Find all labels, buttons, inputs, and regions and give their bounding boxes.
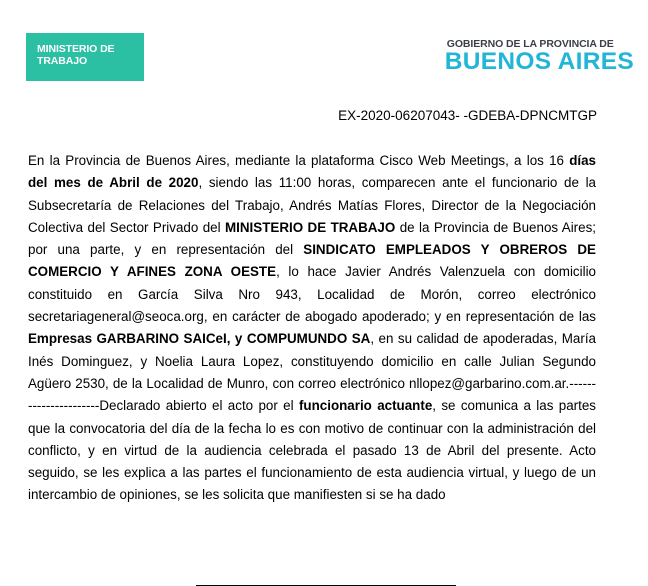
body-text-4: , lo hace Javier Andrés Valenzuela con domicilio constituido en García Silva Nro 943, Localidad de Morón, correo electrónico secretariageneral@seoca.org, en carácter de abogado apoderado; y en representación de las <box>28 264 597 325</box>
body-bold-ministry: MINISTERIO DE TRABAJO <box>225 219 396 235</box>
body-text-3: de la Provincia de Buenos Aires; por una parte, y en representación del <box>28 219 596 258</box>
expediente-number: EX-2020-06207043- -GDEBA-DPNCMTGP <box>338 108 597 123</box>
body-text-2: , siendo las 11:00 horas, comparecen ante el funcionario de la Subsecretaría de Relaciones del Trabajo, Andrés Matías Flores, Director de la Negociación Colectiva del Sector Privado del <box>28 175 596 235</box>
body-bold-official: funcionario actuante <box>298 398 433 414</box>
ministry-line-2: TRABAJO <box>37 55 88 67</box>
ministry-line-1: MINISTERIO DE <box>37 43 115 55</box>
gov-subtitle: GOBIERNO DE LA PROVINCIA DE <box>446 38 614 50</box>
gobierno-pba-logo <box>445 38 634 74</box>
body-bold-union: SINDICATO EMPLEADOS Y OBREROS DE COMERCIO Y AFINES ZONA OESTE <box>28 242 596 280</box>
body-text-1: En la Provincia de Buenos Aires, mediante la plataforma Cisco Web Meetings, a los 16 <box>28 153 570 168</box>
body-bold-companies: Empresas GARBARINO SAICeI, y COMPUMUNDO SA <box>28 331 371 347</box>
document-body <box>28 150 596 507</box>
ministerio-trabajo-logo <box>26 33 144 81</box>
body-text-5: , en su calidad de apoderadas, María Inés Dominguez, y Noelia Laura Lopez, constituyendo domicilio en calle Julian Segundo Agüero 2530, de la Localidad de Munro, con correo electrónico nllopez@garbarino.com.ar.----------------------Declarado abierto el acto por el <box>28 331 597 414</box>
body-text-6: , se comunica a las partes que la convocatoria del día de la fecha lo es con motivo de continuar con la administración del conflicto, y en virtud de la audiencia celebrada el pasado 13 de Abril del presente. Acto seguido, se les explica a las partes el funcionamiento de esta audiencia virtual, y luego de un intercambio de opiniones, se les solicita que manifiesten si se ha dado <box>28 398 596 503</box>
body-bold-date: días del mes de Abril de 2020 <box>28 153 596 191</box>
gov-title: BUENOS AIRES <box>444 48 634 75</box>
